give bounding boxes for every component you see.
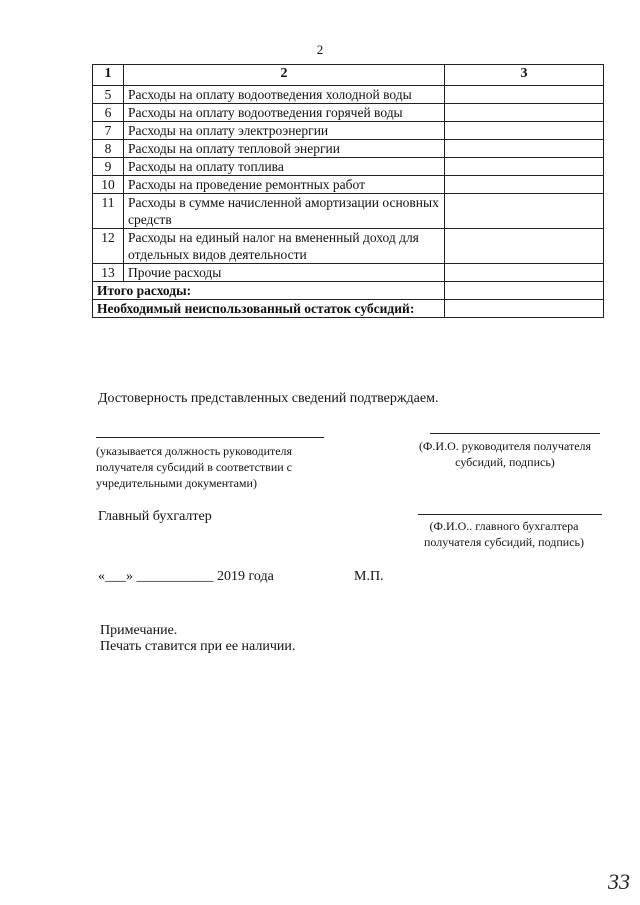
row-value	[445, 229, 604, 264]
row-name: Расходы на оплату электроэнергии	[124, 122, 445, 140]
remainder-value	[445, 300, 604, 318]
row-name: Расходы в сумме начисленной амортизации основных средств	[124, 194, 445, 229]
row-number: 10	[93, 176, 124, 194]
row-number: 7	[93, 122, 124, 140]
row-name: Расходы на единый налог на вмененный доход для отдельных видов деятельности	[124, 229, 445, 264]
row-number: 6	[93, 104, 124, 122]
row-value	[445, 104, 604, 122]
note-text: Печать ставится при ее наличии.	[100, 639, 296, 654]
row-number: 12	[93, 229, 124, 264]
remainder-label: Необходимый неиспользованный остаток субсидий:	[93, 300, 445, 318]
head-signature-line	[430, 433, 600, 434]
row-name: Расходы на оплату водоотведения горячей воды	[124, 104, 445, 122]
row-name: Расходы на проведение ремонтных работ	[124, 176, 445, 194]
chief-accountant-line	[418, 514, 602, 515]
expenses-table	[92, 64, 604, 318]
table-row	[93, 264, 604, 282]
row-number: 11	[93, 194, 124, 229]
table-header-row	[93, 65, 604, 86]
head-position-line	[96, 437, 324, 438]
row-value	[445, 122, 604, 140]
head-name-caption: (Ф.И.О. руководителя получателя субсидий, подпись)	[418, 439, 592, 469]
row-number: 9	[93, 158, 124, 176]
chief-accountant-caption: (Ф.И.О.. главного бухгалтера получателя субсидий, подпись)	[423, 519, 584, 549]
head-position-caption: (указывается должность руководителя получателя субсидий в соответствии с учредительными документами)	[96, 444, 293, 490]
row-value	[445, 194, 604, 229]
table-row	[93, 86, 604, 104]
table-row	[93, 140, 604, 158]
stamp-label: М.П.	[354, 569, 384, 584]
remainder-row	[93, 300, 604, 318]
table-row	[93, 194, 604, 229]
handwritten-page-mark: 33	[608, 869, 630, 894]
row-number: 8	[93, 140, 124, 158]
header-col-1: 1	[93, 65, 124, 86]
date-line: «___» ___________ 2019 года	[98, 569, 274, 584]
row-name: Расходы на оплату топлива	[124, 158, 445, 176]
row-value	[445, 264, 604, 282]
table-row	[93, 122, 604, 140]
row-name: Расходы на оплату тепловой энергии	[124, 140, 445, 158]
total-label: Итого расходы:	[93, 282, 445, 300]
row-number: 5	[93, 86, 124, 104]
row-name: Прочие расходы	[124, 264, 445, 282]
row-name: Расходы на оплату водоотведения холодной воды	[124, 86, 445, 104]
header-col-3: 3	[445, 65, 604, 86]
table-row	[93, 104, 604, 122]
row-value	[445, 140, 604, 158]
table-row	[93, 176, 604, 194]
table-row	[93, 158, 604, 176]
chief-accountant-label: Главный бухгалтер	[98, 509, 212, 524]
confirmation-text: Достоверность представленных сведений подтверждаем.	[98, 391, 439, 406]
table-row	[93, 229, 604, 264]
row-value	[445, 158, 604, 176]
page-number: 2	[316, 42, 324, 57]
row-value	[445, 86, 604, 104]
header-col-2: 2	[124, 65, 445, 86]
note-title: Примечание.	[100, 623, 178, 638]
total-value	[445, 282, 604, 300]
total-row	[93, 282, 604, 300]
row-number: 13	[93, 264, 124, 282]
row-value	[445, 176, 604, 194]
